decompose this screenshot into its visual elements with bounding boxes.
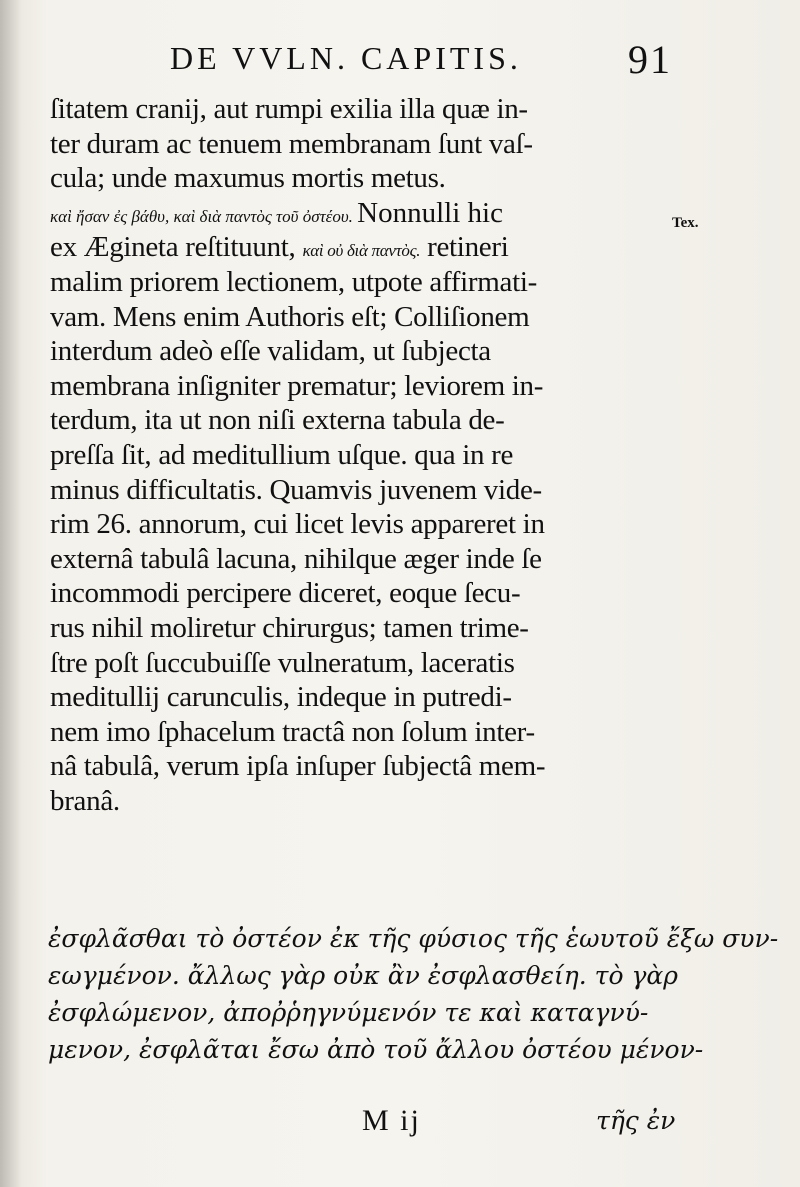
- margin-note: Tex.: [672, 215, 699, 231]
- text-line-18: meditullij carunculis, indeque in putredi-: [50, 681, 512, 714]
- signature-mark: M ij: [362, 1104, 421, 1137]
- text-line-5: [50, 230, 670, 265]
- page-number: 91: [628, 37, 672, 82]
- text-line-17: ſtre poſt ſuccubuiſſe vulneratum, laceratis: [50, 646, 515, 679]
- text-line-2: ter duram ac tenuem membranam ſunt vaſ-: [50, 127, 533, 160]
- greek-line-2: εωγμένον. ἄλλως γὰρ οὐκ ἂν ἐσφλασθείη. τὸ γὰρ: [48, 961, 679, 990]
- text-line-19: nem imo ſphacelum tractâ non ſolum inter-: [50, 715, 535, 748]
- catchword: τῆς ἐν: [596, 1106, 676, 1135]
- text-line-8: interdum adeò eſſe validam, ut ſubjecta: [50, 335, 491, 368]
- text-line-9: membrana inſigniter prematur; leviorem in-: [50, 369, 544, 402]
- greek-line-1: ἐσφλᾶσθαι τὸ ὀστέον ἐκ τῆς φύσιος τῆς ἑωυτοῦ ἔξω συν-: [48, 924, 779, 953]
- text-line-15: incommodi percipere diceret, eoque ſecu-: [50, 577, 521, 610]
- text-line-6: malim priorem lectionem, utpote affirmati-: [50, 265, 537, 298]
- text-line-7: vam. Mens enim Authoris eſt; Colliſionem: [50, 300, 530, 333]
- greek-quote: καὶ ἤσαν ἐς βάθυ, καὶ διὰ παντὸς τοῦ ὀστέου.: [50, 206, 353, 226]
- text-line-1: ſitatem cranij, aut rumpi exilia illa quæ in-: [50, 93, 528, 125]
- gutter-shadow: [0, 0, 22, 1187]
- text-line-11: preſſa ſit, ad meditullium uſque. qua in re: [50, 438, 514, 471]
- page-header: [0, 30, 800, 86]
- body-text: [50, 92, 670, 818]
- text-line-14: externâ tabulâ lacuna, nihilque æger inde ſe: [50, 542, 542, 575]
- greek-line-4: μενον, ἐσφλᾶται ἔσω ἀπὸ τοῦ ἄλλου ὀστέου μένον-: [48, 1035, 704, 1064]
- text-line-13: rim 26. annorum, cui licet levis appareret in: [50, 508, 545, 541]
- greek-line-3: ἐσφλώμενον, ἀποῤῥηγνύμενόν τε καὶ καταγνύ-: [48, 998, 649, 1027]
- line5-greek: καὶ οὐ διὰ παντὸς.: [302, 241, 421, 261]
- text-line-4: [50, 196, 670, 231]
- running-head: DE VVLN. CAPITIS.: [170, 40, 522, 76]
- greek-passage: [48, 920, 779, 1068]
- line5-start: ex Ægineta reſtituunt,: [50, 231, 296, 264]
- text-line-21: branâ.: [50, 784, 120, 817]
- text-line-20: nâ tabulâ, verum ipſa inſuper ſubjectâ mem-: [50, 750, 546, 783]
- text-line-16: rus nihil moliretur chirurgus; tamen trime-: [50, 611, 529, 644]
- text-line-10: terdum, ita ut non niſi externa tabula de-: [50, 404, 505, 437]
- greek-quote-tail: Nonnulli hic: [357, 196, 503, 229]
- line5-end: retineri: [427, 231, 509, 264]
- text-line-3: cula; unde maxumus mortis metus.: [50, 162, 446, 195]
- text-line-12: minus difficultatis. Quamvis juvenem vide-: [50, 473, 542, 506]
